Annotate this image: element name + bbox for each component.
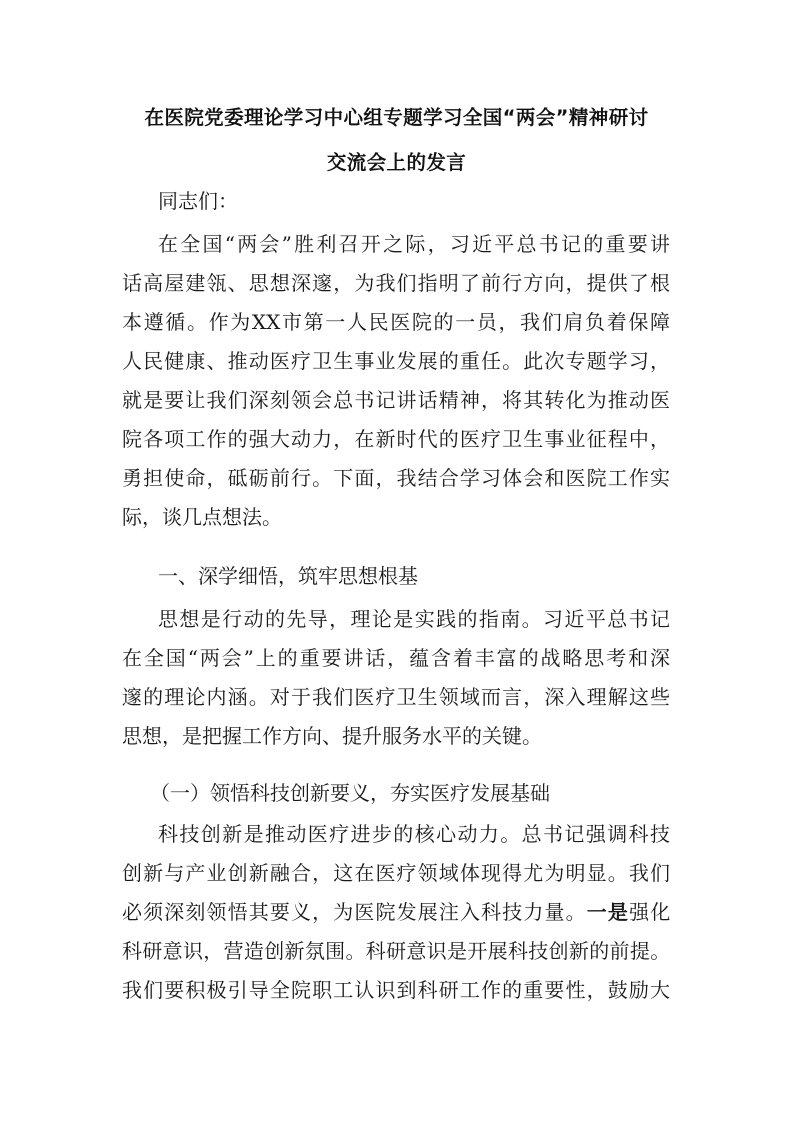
subsection-1-line-5: 我们要积极引导全院职工认识到科研工作的重要性，鼓励大 [122,978,670,1002]
subsection-1-heading: （一）领悟科技创新要义，夯实医疗发展基础 [150,781,550,805]
subsection-1-line-3-text: 必须深刻领悟其要义，为医院发展注入科技力量。 [122,900,587,924]
section-1-heading: 一、深学细悟，筑牢思想根基 [158,564,418,588]
subsection-1-line-3-lead: 一是 [586,900,630,924]
section-1-line-4: 思想，是把握工作方向、提升服务水平的关键。 [122,724,542,748]
subsection-1-line-4: 科研意识，营造创新氛围。科研意识是开展科技创新的前提。 [122,939,670,963]
subsection-1-line-3 [122,898,670,926]
subsection-1-line-1: 科技创新是推动医疗进步的核心动力。总书记强调科技 [158,822,670,846]
intro-line-6: 院各项工作的强大动力，在新时代的医疗卫生事业征程中， [122,427,670,451]
salutation: 同志们： [158,189,238,213]
section-1-line-1: 思想是行动的先导，理论是实践的指南。习近平总书记 [158,607,670,631]
document-title-line-1: 在医院党委理论学习中心组专题学习全国“两会”精神研讨 [144,106,649,129]
document-title-line-2: 交流会上的发言 [326,151,467,174]
subsection-1-line-3-tail: 强化 [629,900,670,924]
intro-line-4: 人民健康、推动医疗卫生事业发展的重任。此次专题学习， [122,349,670,373]
subsection-1-line-2: 创新与产业创新融合，这在医疗领域体现得尤为明显。我们 [122,861,670,885]
intro-line-2: 话高屋建瓴、思想深邃，为我们指明了前行方向，提供了根 [122,271,670,295]
intro-line-3: 本遵循。作为XX市第一人民医院的一员，我们肩负着保障 [122,310,670,334]
intro-line-1: 在全国“两会”胜利召开之际，习近平总书记的重要讲 [158,232,670,256]
section-1-line-3: 邃的理论内涵。对于我们医疗卫生领域而言，深入理解这些 [122,685,670,709]
intro-line-7: 勇担使命，砥砺前行。下面，我结合学习体会和医院工作实 [122,466,670,490]
section-1-line-2: 在全国“两会”上的重要讲话，蕴含着丰富的战略思考和深 [122,646,670,670]
intro-line-5: 就是要让我们深刻领会总书记讲话精神，将其转化为推动医 [122,388,670,412]
intro-line-8: 际，谈几点想法。 [122,505,282,529]
